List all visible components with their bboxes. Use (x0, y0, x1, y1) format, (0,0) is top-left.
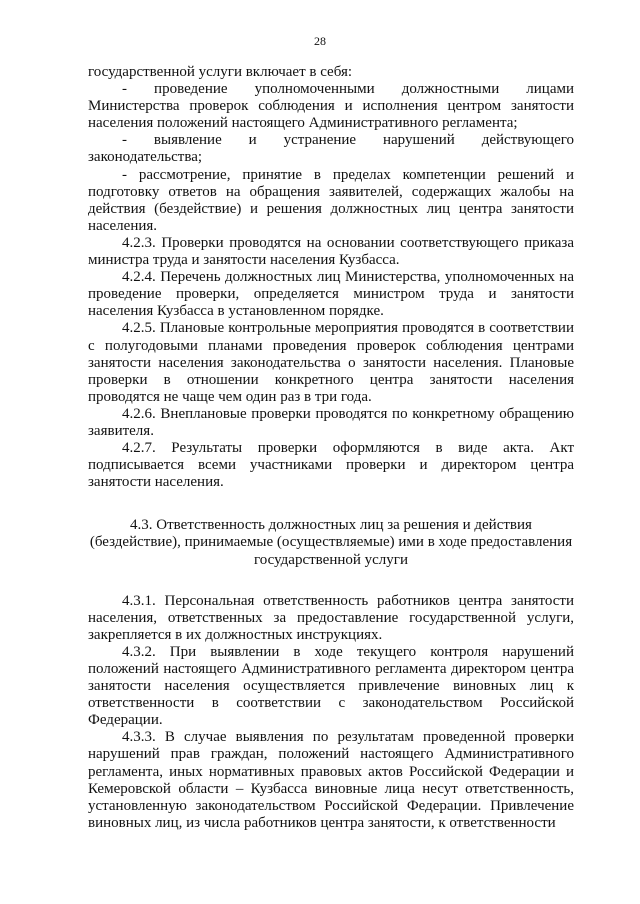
paragraph: государственной услуги включает в себя: (88, 64, 353, 80)
paragraph: 4.2.3. Проверки проводятся на основании соответствующего приказа министра труда и занятости населения Кузбасса. (88, 234, 574, 269)
paragraph: 4.3.1. Персональная ответственность работников центра занятости населения, ответственных за предоставление государственной услуги, закрепляется в их должностных инструкциях. (88, 592, 574, 643)
heading-line-3: государственной услуги (254, 551, 408, 568)
heading-line-1: 4.3. Ответственность должностных лиц за решения и действия (130, 517, 532, 534)
paragraph: 4.2.5. Плановые контрольные мероприятия проводятся в соответствии с полугодовыми планами проведения проверок соблюдения центрами занятости населения законодательства о занятости населения. Плановые проверки в отношении конкретного центра занятости населения проводятся не чаще чем один раз в три года. (88, 320, 574, 405)
paragraph: - рассмотрение, принятие в пределах компетенции решений и подготовку ответов на обращения заявителей, содержащих жалобы на действия (бездействие) и решения должностных лиц центра занятости населения. (88, 166, 574, 234)
paragraph: 4.2.7. Результаты проверки оформляются в виде акта. Акт подписывается всеми участниками проверки и директором центра занятости населения. (88, 440, 574, 491)
section-heading-4-3 (88, 517, 574, 568)
page-number: 28 (314, 34, 326, 48)
paragraph: 4.3.2. При выявлении в ходе текущего контроля нарушений положений настоящего Административного регламента директором центра занятости населения осуществляется привлечение виновных лиц к ответственности в соответствии с законодательством Российской Федерации. (88, 643, 574, 729)
section-4-2-text (88, 64, 574, 491)
section-4-3-text (88, 593, 574, 832)
paragraph: 4.2.4. Перечень должностных лиц Министерства, уполномоченных на проведение проверки, определяется министром труда и занятости населения Кузбасса в установленном порядке. (88, 269, 574, 320)
document-body (88, 64, 574, 832)
paragraph: - проведение уполномоченными должностными лицами Министерства проверок соблюдения и исполнения центром занятости населения положений настоящего Административного регламента; (88, 81, 574, 132)
paragraph: 4.2.6. Внеплановые проверки проводятся по конкретному обращению заявителя. (88, 405, 574, 439)
heading-line-2: (бездействие), принимаемые (осуществляемые) ими в ходе предоставления (89, 534, 573, 551)
paragraph: 4.3.3. В случае выявления по результатам проведенной проверки нарушений прав граждан, положений настоящего Административного регламента, иных нормативных правовых актов Российской Федерации и Кемеровской области – Кузбасса виновные лица несут ответственность, установленную законодательством Российской Федерации. Привлечение виновных лиц, из числа работников центра занятости, к ответственности (88, 729, 574, 831)
paragraph: - выявление и устранение нарушений действующего законодательства; (88, 132, 574, 166)
